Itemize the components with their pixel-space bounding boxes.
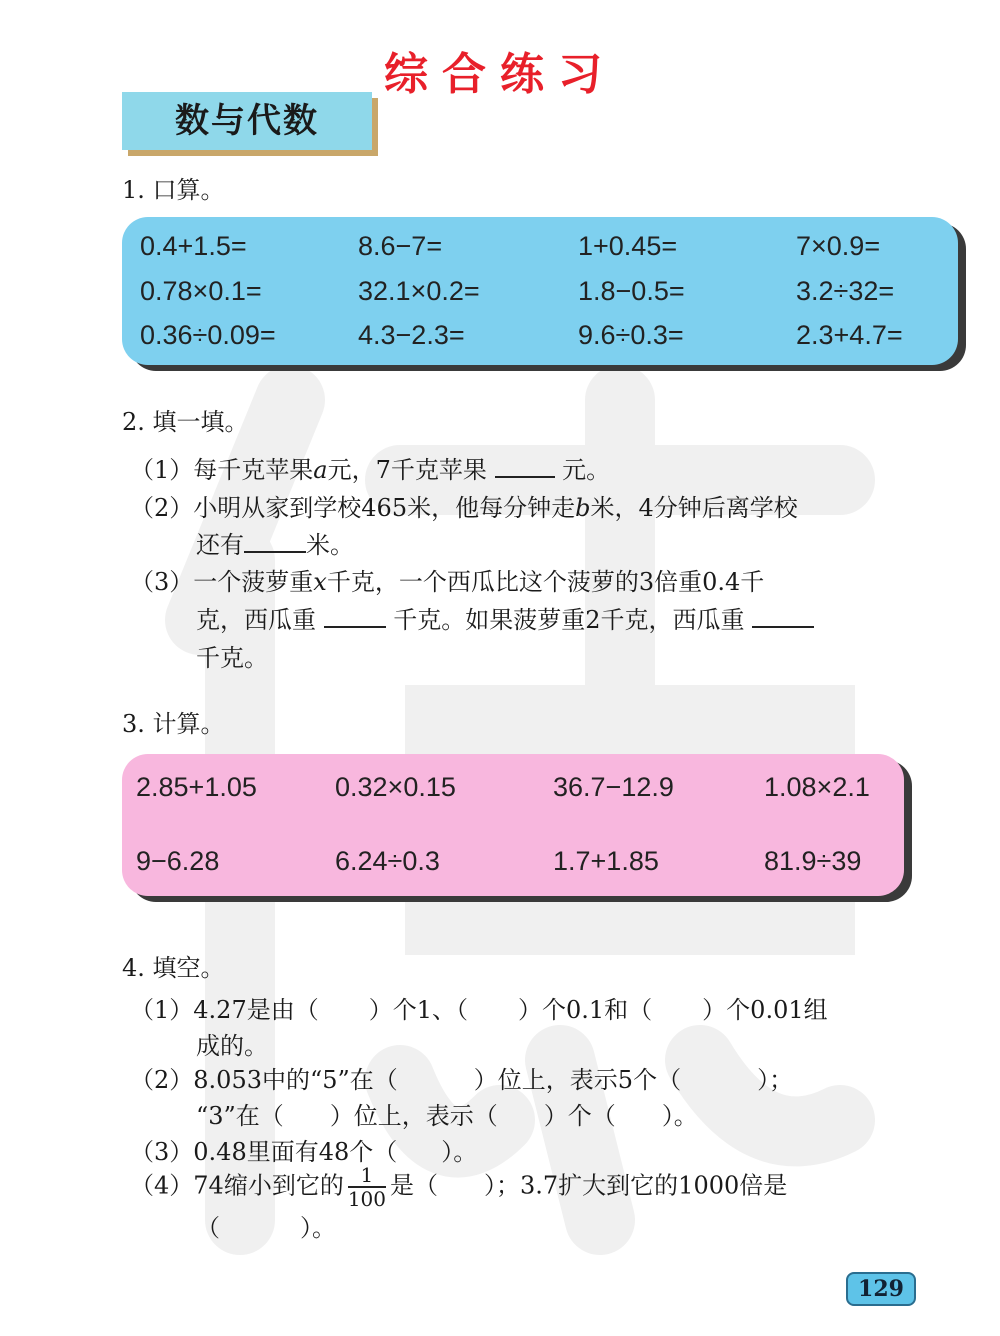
q4-heading: 4. 填空。 xyxy=(122,954,225,982)
item-text: 千克，一个西瓜比这个菠萝的3倍重0.4千 xyxy=(326,568,765,596)
item-text: ）位上，表示5个（ xyxy=(473,1066,682,1094)
q4-item-1-cont: 成的。 xyxy=(196,1032,268,1060)
answer-blank[interactable] xyxy=(324,604,386,628)
q3-cell: 36.7−12.9 xyxy=(553,772,674,802)
q4-item-4-cont xyxy=(196,1208,336,1243)
fraction-denominator: 100 xyxy=(347,1187,387,1211)
q4-item-4 xyxy=(130,1164,787,1210)
q1-cell: 2.3+4.7= xyxy=(796,320,903,350)
q2-item-1 xyxy=(130,450,610,485)
q3-heading: 3. 计算。 xyxy=(122,710,225,738)
q1-mental-math-box xyxy=(122,217,958,365)
variable-a: a xyxy=(313,456,328,484)
item-text: 元，7千克苹果 xyxy=(327,456,487,484)
item-text: ）个1、（ xyxy=(368,996,468,1024)
item-text: （ xyxy=(196,1214,220,1242)
q2-heading: 2. 填一填。 xyxy=(122,408,249,436)
page-title: 综合练习 xyxy=(384,49,616,100)
item-text: ）；3.7扩大到它的1000倍是 xyxy=(484,1171,788,1200)
q1-cell: 9.6÷0.3= xyxy=(578,320,684,350)
q4-item-1 xyxy=(130,990,828,1025)
q1-cell: 0.4+1.5= xyxy=(140,231,247,261)
q1-cell: 32.1×0.2= xyxy=(358,276,480,306)
q3-cell: 1.08×2.1 xyxy=(764,772,870,802)
item-text: ）个0.1和（ xyxy=(518,996,653,1024)
q3-cell: 0.32×0.15 xyxy=(335,772,456,802)
q2-item-3-cont2: 千克。 xyxy=(196,644,268,672)
q3-cell: 9−6.28 xyxy=(136,846,220,876)
item-text: 还有 xyxy=(196,531,244,559)
item-text: 8.053中的“5”在（ xyxy=(193,1066,398,1094)
fraction xyxy=(348,1164,386,1210)
item-text: 每千克苹果 xyxy=(193,456,314,484)
q4-item-2-cont xyxy=(196,1096,698,1131)
q2-item-3 xyxy=(130,562,764,597)
item-text: 0.48里面有48个（ xyxy=(193,1138,398,1166)
item-text: ）个0.01组 xyxy=(702,996,828,1024)
q3-cell: 2.85+1.05 xyxy=(136,772,257,802)
q1-cell: 7×0.9= xyxy=(796,231,881,261)
item-number: （1） xyxy=(130,456,194,484)
item-text: ）个（ xyxy=(543,1102,616,1130)
q1-cell: 3.2÷32= xyxy=(796,276,895,306)
q4-item-3 xyxy=(130,1132,477,1167)
item-text: “3”在（ xyxy=(196,1102,284,1130)
item-text: 米，4分钟后离学校 xyxy=(590,494,798,522)
item-text: 千克。如果菠萝重2千克，西瓜重 xyxy=(393,606,745,634)
answer-blank[interactable] xyxy=(495,454,555,478)
q2-item-2 xyxy=(130,488,798,523)
item-text: ）位上，表示（ xyxy=(329,1102,498,1130)
q4-item-2 xyxy=(130,1060,793,1095)
item-text: 4.27是由（ xyxy=(193,996,319,1024)
item-text: ）。 xyxy=(661,1102,698,1130)
q1-heading: 1. 口算。 xyxy=(122,176,225,204)
item-number: （3） xyxy=(130,568,194,596)
q1-cell: 1.8−0.5= xyxy=(578,276,685,306)
item-text: ）。 xyxy=(441,1138,478,1166)
variable-x: x xyxy=(313,568,327,596)
item-text: 克，西瓜重 xyxy=(196,606,316,634)
variable-b: b xyxy=(575,494,591,522)
item-text: ）； xyxy=(757,1066,794,1094)
section-tag: 数与代数 xyxy=(122,92,372,150)
q1-cell: 0.36÷0.09= xyxy=(140,320,276,350)
item-text: 是（ xyxy=(390,1171,439,1200)
q1-cell: 1+0.45= xyxy=(578,231,678,261)
q2-item-3-cont xyxy=(196,600,814,635)
item-number: （3） xyxy=(130,1138,194,1166)
q1-cell: 0.78×0.1= xyxy=(140,276,262,306)
answer-blank[interactable] xyxy=(244,529,306,553)
item-text: 元。 xyxy=(562,456,611,484)
q3-calculation-box xyxy=(122,754,904,896)
item-text: 一个菠萝重 xyxy=(193,568,314,596)
q3-cell: 1.7+1.85 xyxy=(553,846,659,876)
item-number: （4） xyxy=(130,1171,194,1200)
item-text: 小明从家到学校465米，他每分钟走 xyxy=(193,494,576,522)
q2-item-2-cont xyxy=(196,525,354,560)
q3-cell: 81.9÷39 xyxy=(764,846,862,876)
item-text: ）。 xyxy=(300,1214,336,1242)
q3-cell: 6.24÷0.3 xyxy=(335,846,440,876)
q1-cell: 8.6−7= xyxy=(358,231,443,261)
item-number: （2） xyxy=(130,1066,194,1094)
item-number: （1） xyxy=(130,996,194,1024)
fraction-numerator: 1 xyxy=(348,1164,386,1188)
item-text: 74缩小到它的 xyxy=(193,1171,344,1200)
item-text: 米。 xyxy=(306,531,354,559)
q1-cell: 4.3−2.3= xyxy=(358,320,465,350)
item-number: （2） xyxy=(130,494,194,522)
page-number: 129 xyxy=(846,1272,916,1306)
answer-blank[interactable] xyxy=(752,604,814,628)
